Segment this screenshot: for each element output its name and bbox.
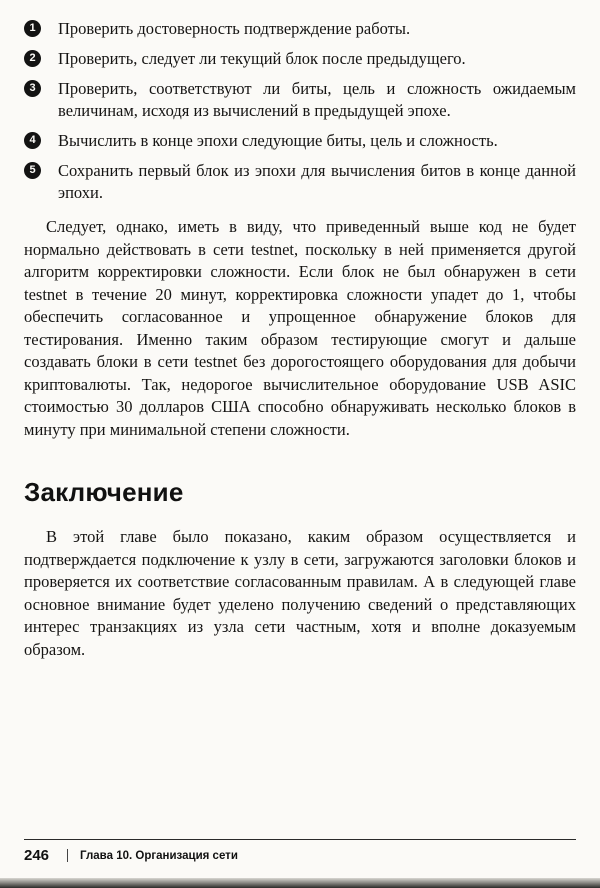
- paragraph-testnet: Следует, однако, иметь в виду, что приведенный выше код не будет нормально действовать в сети testnet, поскольку в ней применяется другой алгоритм корректировки сложности. Если блок не был обнаружен в сети testnet в течение 20 минут, корректировка сложности упадет до 1, чтобы обеспечить согласованное и упрощенное обнаружение блоков для тестирования. Именно таким образом тестирующие смогут и дальше создавать блоки в сети testnet без дорогостоящего оборудования для добычи криптовалюты. Так, недорогое вычислительное оборудование USB ASIC стоимостью 30 долларов США способно обнаруживать несколько блоков в минуту при минимальной степени сложности.: [24, 217, 576, 439]
- step-text: Проверить, соответствуют ли биты, цель и сложность ожидаемым величинам, исходя из вычислений в предыдущей эпохе.: [58, 79, 576, 120]
- section-heading: Заключение: [24, 477, 184, 507]
- footer-divider: [67, 849, 68, 862]
- page-number: 246: [24, 847, 50, 864]
- step-number-badge: 1: [24, 20, 41, 37]
- list-item: [24, 48, 576, 70]
- step-text: Сохранить первый блок из эпохи для вычисления битов в конце данной эпохи.: [58, 161, 576, 202]
- list-item: [24, 130, 576, 152]
- step-text: Проверить достоверность подтверждение работы.: [58, 19, 411, 38]
- step-text: Проверить, следует ли текущий блок после предыдущего.: [58, 49, 466, 68]
- page-bottom-edge: [0, 878, 600, 888]
- step-number-badge: 4: [24, 132, 41, 149]
- step-number-badge: 2: [24, 50, 41, 67]
- steps-list: [24, 18, 576, 204]
- page-footer: [24, 839, 576, 864]
- list-item: [24, 18, 576, 40]
- step-number-badge: 3: [24, 80, 41, 97]
- paragraph-conclusion: В этой главе было показано, каким образом осуществляется и подтверждается подключение к узлу в сети, загружаются заголовки блоков и проверяется их соответствие согласованным правилам. А в следующей главе основное внимание будет уделено получению сведений о представляющих интерес транзакциях из узла сети частным, хотя и вполне доказуемым образом.: [24, 527, 576, 659]
- chapter-title: Глава 10. Организация сети: [80, 849, 238, 862]
- list-item: [24, 160, 576, 204]
- list-item: [24, 78, 576, 122]
- step-number-badge: 5: [24, 162, 41, 179]
- step-text: Вычислить в конце эпохи следующие биты, цель и сложность.: [58, 131, 498, 150]
